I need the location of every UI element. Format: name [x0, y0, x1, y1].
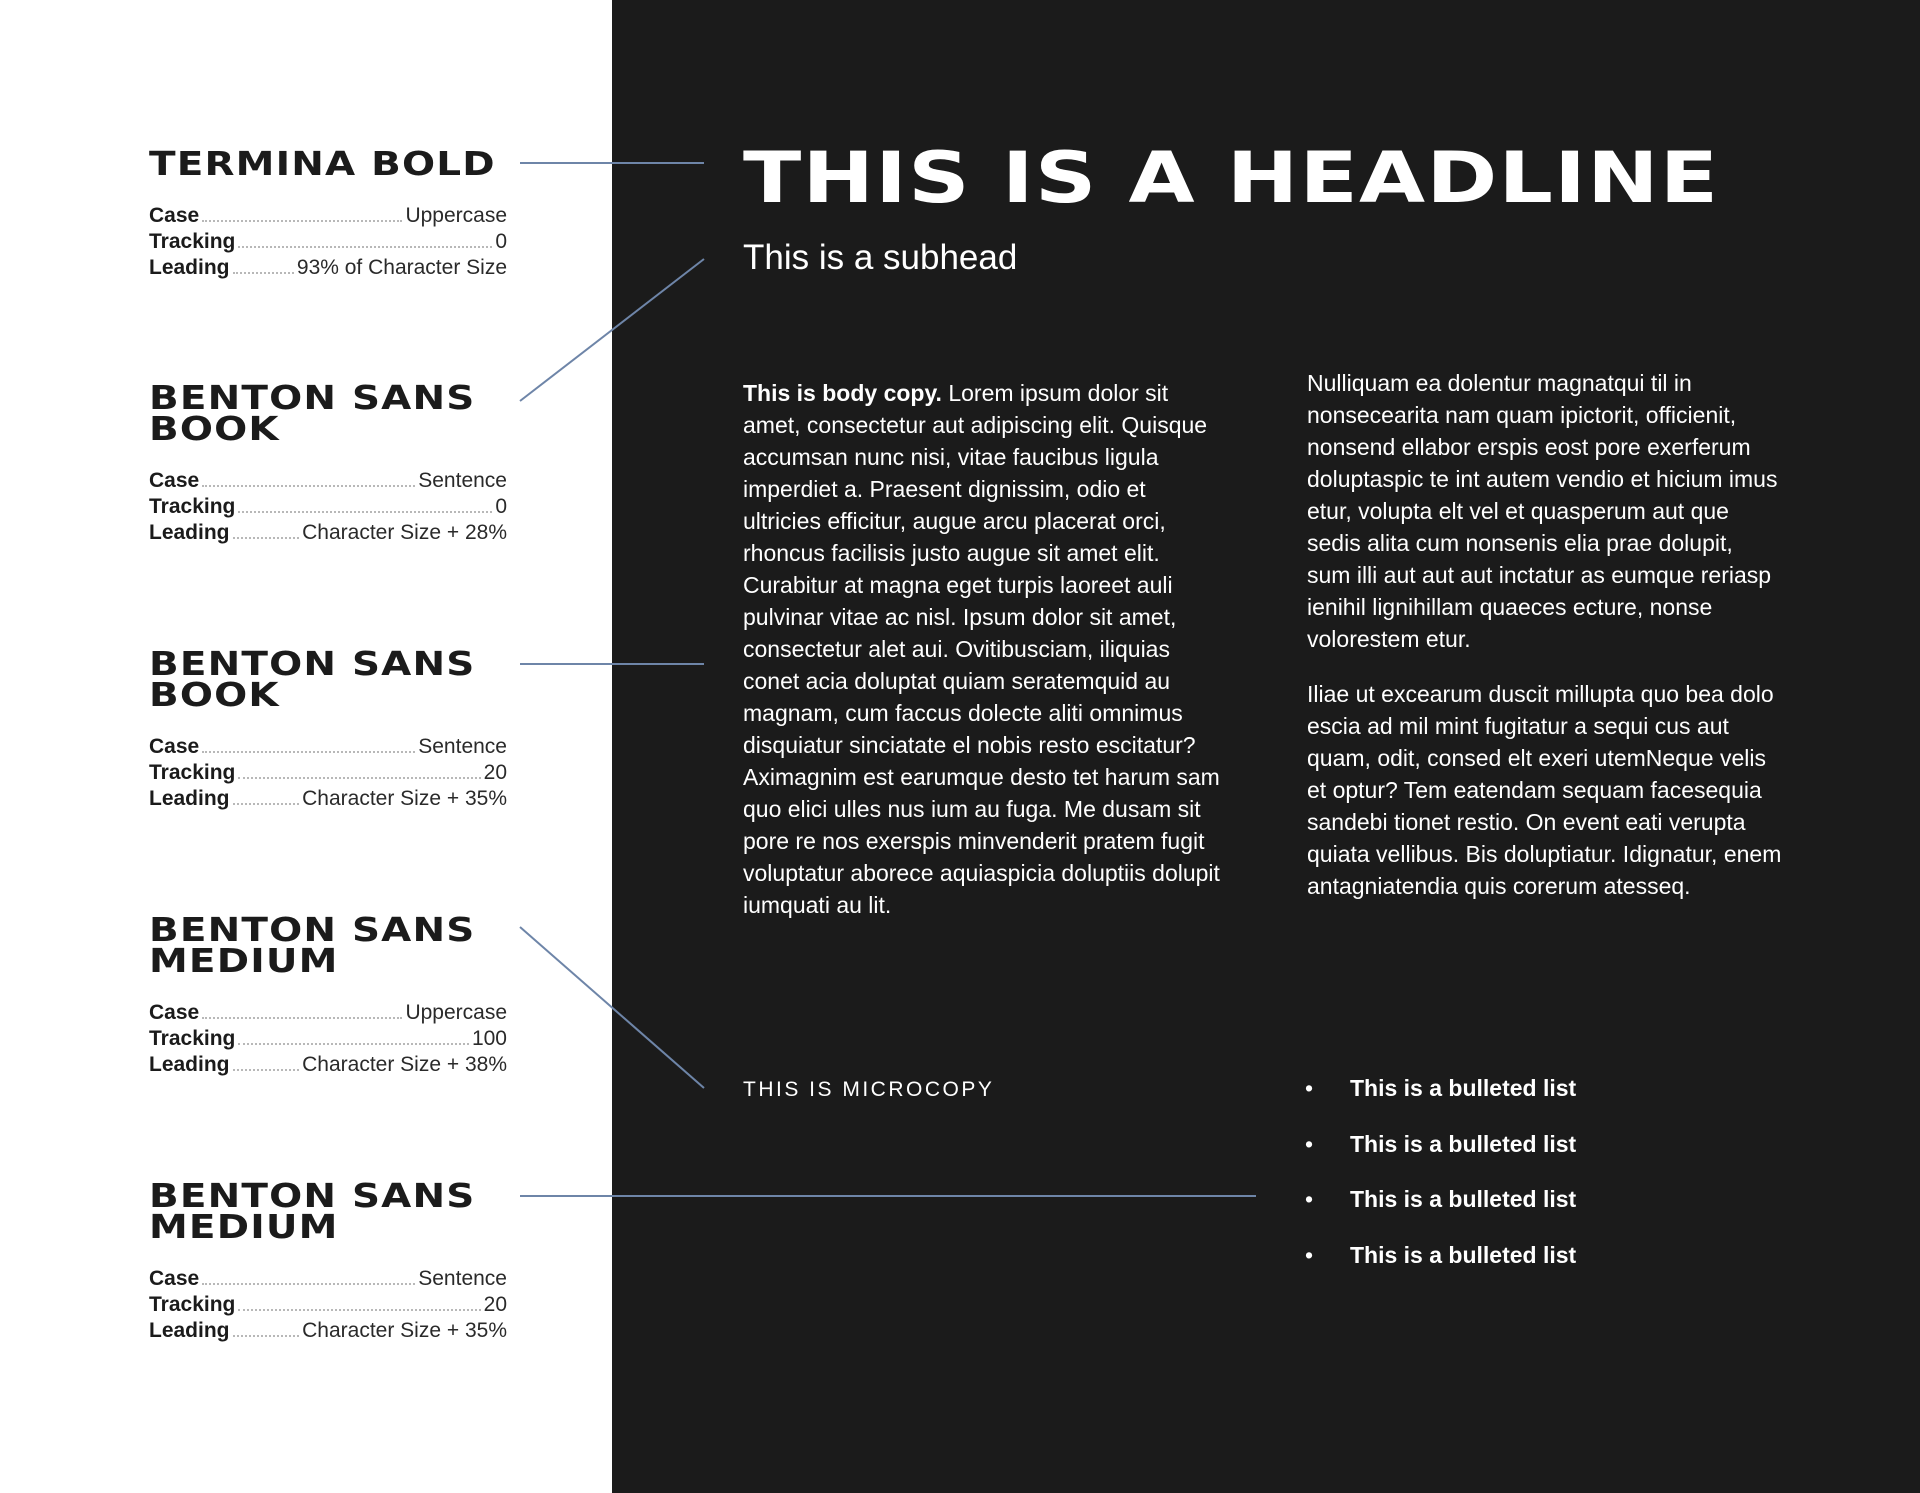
spec-title: BENTON SANS MEDIUM	[149, 1176, 476, 1246]
spec-key: Case	[149, 469, 200, 492]
dot-leader	[202, 484, 415, 487]
spec-value: Sentence	[418, 735, 507, 758]
dot-leader	[238, 1042, 469, 1045]
spec-row-tracking	[149, 1292, 507, 1318]
spec-rows	[149, 1000, 507, 1078]
bulleted-list	[1305, 1072, 1576, 1294]
spec-value: Character Size + 35%	[302, 1319, 507, 1342]
spec-key: Leading	[149, 1319, 230, 1342]
list-item-text: This is a bulleted list	[1350, 1075, 1577, 1101]
spec-key: Tracking	[149, 1027, 236, 1050]
spec-row-leading	[149, 786, 507, 812]
body-text: Lorem ipsum dolor sit amet, consectetur aut adipiscing elit. Quisque accumsan nunc nisi, vitae faucibus ligula imperdiet a. Praesent dignissim, odio et ultricies efficitur, augue arcu placerat orci, rhoncus facilisis justo augue sit amet elit. Curabitur at magna eget turpis laoreet auli pulvinar vitae ac nisl. Ipsum dolor sit amet, consectetur alet aui. Ovitibusciam, iliquias conet acia doluptat quiam seratemquid au magnam, cum faccus dolecte aliti omnimus disquiatur sinciatate el nobis resto escitatur? Aximagnim est earumque desto tet harum sam quo elici ulles nus ium au fuga. Me dusam sit pore re nos exerspis minvenderit pratem fugit voluptatur aborece aquiaspicia doluptiis dolupit iumquati au lit.	[743, 380, 1220, 918]
spec-block-benton-sans-book-1	[149, 378, 507, 546]
spec-rows	[149, 203, 507, 281]
dot-leader	[202, 219, 402, 222]
list-item-text: This is a bulleted list	[1350, 1186, 1577, 1212]
spec-value: 20	[483, 1293, 507, 1316]
list-item	[1305, 1183, 1576, 1215]
spec-block-benton-sans-medium-1	[149, 910, 507, 1078]
bullet-icon: •	[1305, 1075, 1314, 1101]
spec-rows	[149, 734, 507, 812]
list-item	[1305, 1072, 1576, 1104]
spec-title: BENTON SANS MEDIUM	[149, 910, 476, 980]
spec-value: Sentence	[418, 469, 507, 492]
body-column-left	[743, 377, 1223, 944]
sample-microcopy: THIS IS MICROCOPY	[743, 1078, 995, 1101]
bullet-icon: •	[1305, 1130, 1314, 1157]
spec-key: Leading	[149, 521, 230, 544]
spec-row-leading	[149, 520, 507, 546]
spec-block-termina-bold	[149, 144, 507, 281]
spec-value: 100	[471, 1027, 507, 1050]
dot-leader	[238, 510, 492, 513]
spec-key: Tracking	[149, 1293, 236, 1316]
spec-row-tracking	[149, 760, 507, 786]
spec-value: 0	[495, 230, 507, 253]
spec-row-case	[149, 1000, 507, 1026]
spec-row-case	[149, 203, 507, 229]
spec-title: BENTON SANS BOOK	[149, 378, 476, 448]
spec-key: Case	[149, 1001, 200, 1024]
spec-row-tracking	[149, 229, 507, 255]
spec-value: Uppercase	[405, 1001, 507, 1024]
body-column-right	[1307, 367, 1782, 925]
spec-rows	[149, 468, 507, 546]
body-lead-in: This is body copy.	[743, 380, 942, 406]
dot-leader	[233, 1068, 300, 1071]
dot-leader	[202, 1282, 415, 1285]
list-item-text: This is a bulleted list	[1350, 1130, 1577, 1157]
spec-value: 20	[483, 761, 507, 784]
spec-row-case	[149, 468, 507, 494]
bullet-icon: •	[1305, 1241, 1314, 1268]
spec-key: Tracking	[149, 495, 236, 518]
sample-subhead: This is a subhead	[743, 238, 1018, 277]
spec-title: BENTON SANS BOOK	[149, 644, 476, 714]
dot-leader	[202, 750, 415, 753]
dot-leader	[202, 1016, 402, 1019]
spec-key: Case	[149, 204, 200, 227]
dot-leader	[233, 1334, 300, 1337]
spec-key: Case	[149, 735, 200, 758]
dot-leader	[238, 776, 480, 779]
spec-key: Leading	[149, 787, 230, 810]
dot-leader	[233, 802, 300, 805]
list-item-text: This is a bulleted list	[1350, 1241, 1577, 1268]
dot-leader	[238, 245, 492, 248]
spec-key: Tracking	[149, 230, 236, 253]
body-paragraph: Iliae ut excearum duscit millupta quo bea dolo escia ad mil mint fugitatur a sequi cus aut quam, odit, consed elt exeri utemNeque velis et optur? Tem eatendam sequam facesequia sandebi tionet restio. On event eati verupta quiata vellibus. Bis doluptiatur. Idignatur, enem antagniatendia quis corerum atesseq.	[1307, 681, 1782, 899]
spec-row-leading	[149, 255, 507, 281]
dot-leader	[233, 271, 294, 274]
spec-row-leading	[149, 1318, 507, 1344]
spec-key: Leading	[149, 1053, 230, 1076]
list-item	[1305, 1239, 1576, 1271]
dot-leader	[233, 536, 300, 539]
spec-title: TERMINA BOLD	[149, 144, 496, 183]
spec-value: Character Size + 35%	[302, 787, 507, 810]
spec-value: Character Size + 38%	[302, 1053, 507, 1076]
spec-key: Tracking	[149, 761, 236, 784]
spec-row-tracking	[149, 494, 507, 520]
list-item	[1305, 1128, 1576, 1160]
spec-block-benton-sans-medium-2	[149, 1176, 507, 1344]
body-paragraph: Nulliquam ea dolentur magnatqui til in nonsecearita nam quam ipictorit, officienit, nonsend ellabor erspis eost pore exerferum doluptaspic te int autem vendio et hicium imus etur, volupta elt vel et quasperum aut que sedis alita cum nonsenis elia prae dolupit, sum illi aut aut aut inctatur as eumque reriasp ienihil lignihillam quaeces ecture, nonse volorestem etur.	[1307, 370, 1778, 652]
dot-leader	[238, 1308, 480, 1311]
spec-key: Leading	[149, 256, 230, 279]
spec-key: Case	[149, 1267, 200, 1290]
spec-row-tracking	[149, 1026, 507, 1052]
spec-value: 0	[495, 495, 507, 518]
spec-value: Sentence	[418, 1267, 507, 1290]
sample-headline: THIS IS A HEADLINE	[743, 137, 1720, 219]
spec-rows	[149, 1266, 507, 1344]
spec-row-case	[149, 734, 507, 760]
spec-row-case	[149, 1266, 507, 1292]
spec-row-leading	[149, 1052, 507, 1078]
body-paragraph	[743, 377, 1223, 921]
spec-value: 93% of Character Size	[296, 256, 507, 279]
bullet-icon: •	[1305, 1186, 1314, 1212]
spec-block-benton-sans-book-2	[149, 644, 507, 812]
spec-value: Uppercase	[405, 204, 507, 227]
spec-value: Character Size + 28%	[302, 521, 507, 544]
